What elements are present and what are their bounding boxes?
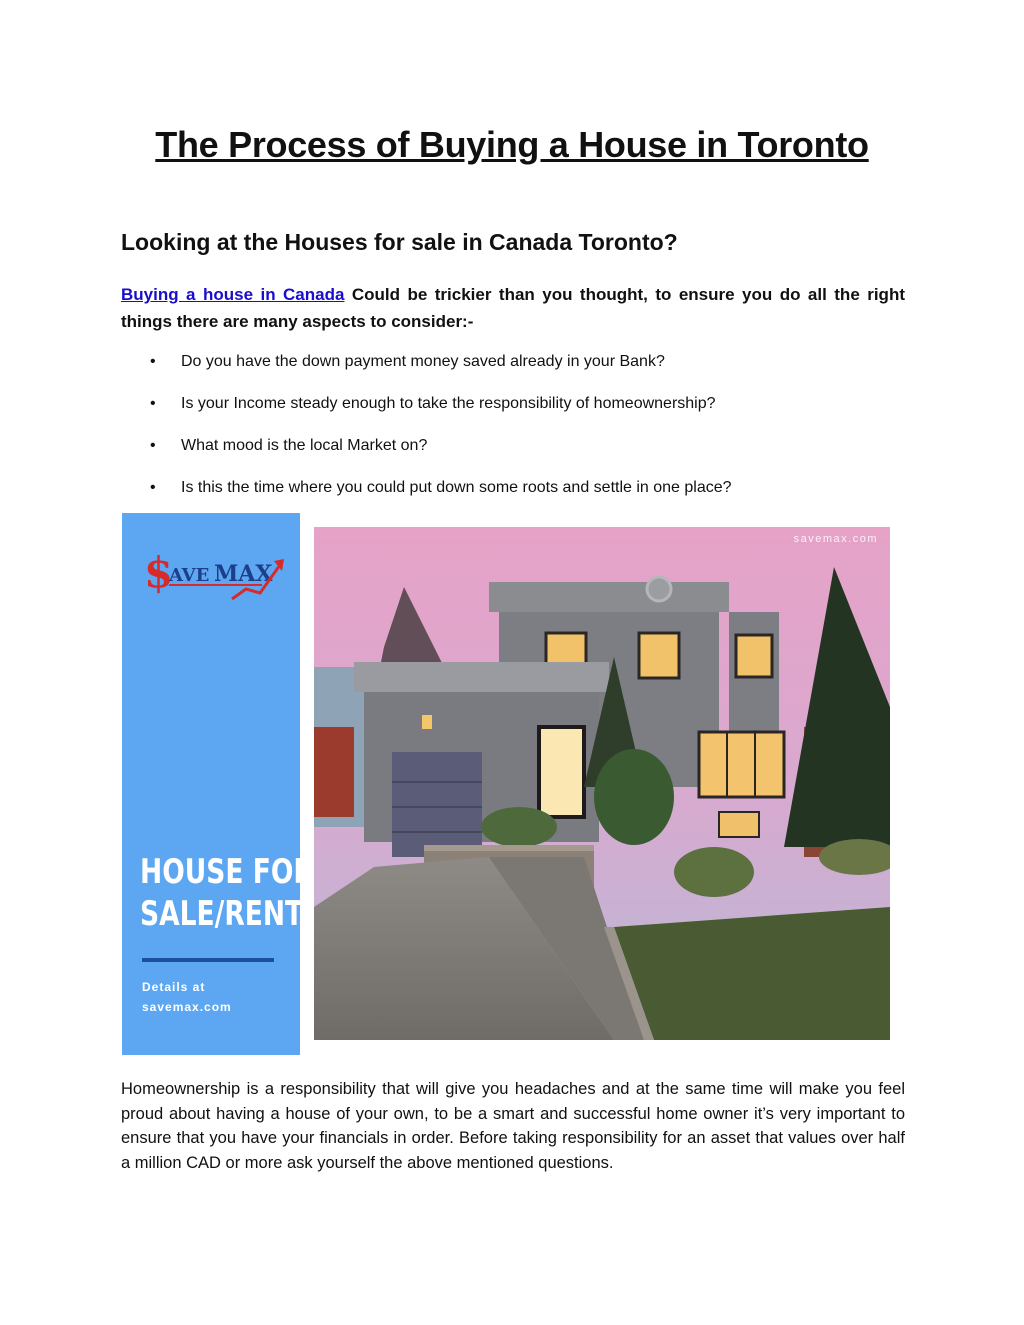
closing-paragraph: Homeownership is a responsibility that will give you headaches and at the same time will make you feel proud about having a house of your own, to be a smart and successful home owner it’s very important to ensure that you have your financials in order. Before taking responsibility for an asset that values over half a million CAD or more ask yourself the above mentioned questions. bbox=[121, 1080, 905, 1172]
bullet-icon: • bbox=[150, 437, 156, 454]
intro-paragraph bbox=[121, 281, 905, 335]
list-item bbox=[150, 352, 732, 394]
list-item bbox=[150, 436, 732, 478]
house-photo bbox=[314, 527, 890, 1040]
logo-ave: AVE bbox=[169, 565, 210, 586]
photo-watermark: savemax.com bbox=[793, 533, 878, 545]
logo-dollar: $ bbox=[144, 548, 174, 597]
savemax-banner bbox=[122, 513, 314, 1055]
considerations-list bbox=[150, 352, 732, 520]
bullet-icon: • bbox=[150, 479, 156, 496]
list-item-text: Is this the time where you could put down some roots and settle in one place? bbox=[181, 479, 732, 496]
list-item bbox=[150, 394, 732, 436]
banner-details-line1: Details at bbox=[142, 980, 206, 994]
section-heading: Looking at the Houses for sale in Canada Toronto? bbox=[121, 229, 678, 255]
banner-divider bbox=[142, 958, 274, 962]
list-item-text: What mood is the local Market on? bbox=[181, 437, 428, 454]
banner-heading-line1: HOUSE FOR bbox=[140, 852, 314, 892]
buying-house-link[interactable]: Buying a house in Canada bbox=[121, 285, 345, 304]
banner-details bbox=[142, 977, 232, 1017]
logo-max: MAX bbox=[214, 561, 273, 587]
bullet-icon: • bbox=[150, 395, 156, 412]
house-photo-icon bbox=[314, 527, 890, 1040]
bullet-icon: • bbox=[150, 353, 156, 370]
banner-heading-line2: SALE/RENT bbox=[140, 894, 304, 934]
list-item-text: Is your Income steady enough to take the responsibility of homeownership? bbox=[181, 395, 716, 412]
intro-text: Could be trickier than you thought, to ensure you do all the right things there are many aspects to consider:- bbox=[121, 285, 905, 331]
banner-heading bbox=[140, 851, 314, 935]
page-title: The Process of Buying a House in Toronto bbox=[155, 124, 869, 165]
savemax-logo bbox=[142, 541, 287, 605]
banner-details-line2: savemax.com bbox=[142, 1000, 232, 1014]
list-item-text: Do you have the down payment money saved already in your Bank? bbox=[181, 353, 665, 370]
